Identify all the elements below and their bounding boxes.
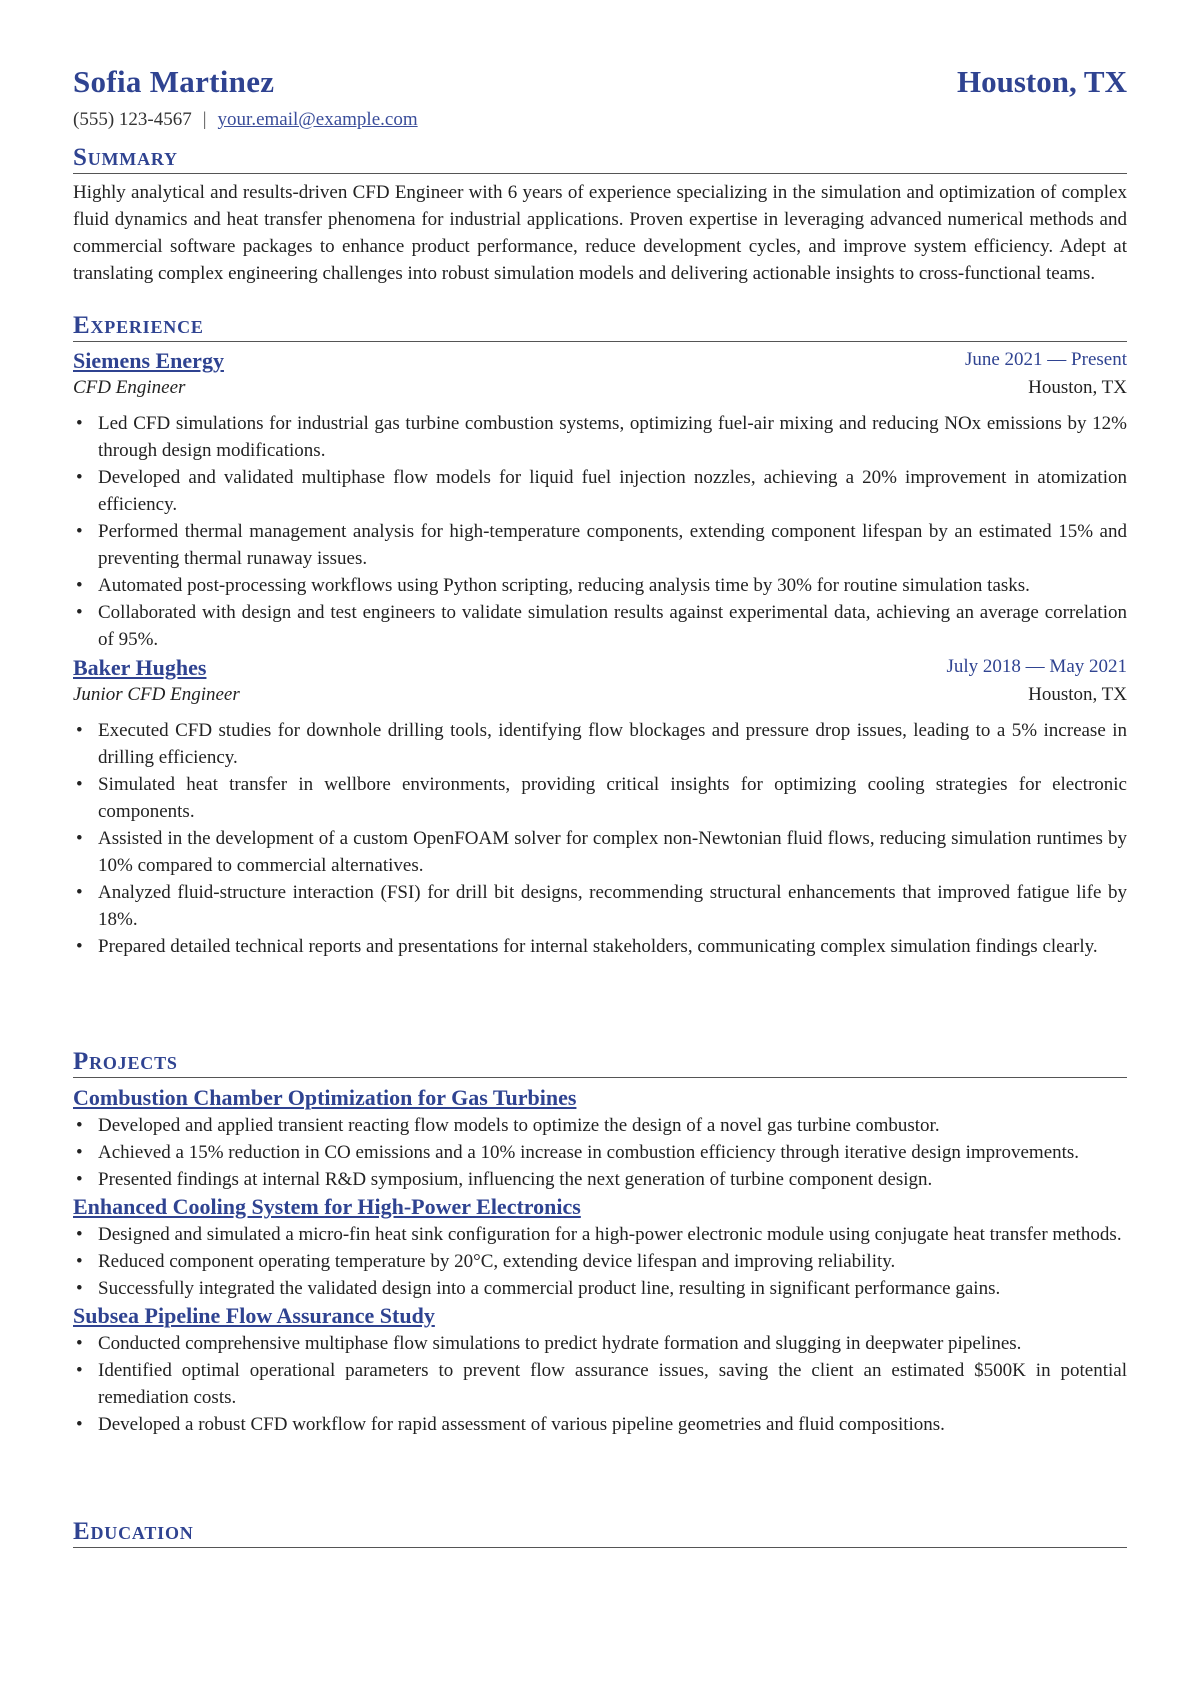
contact-separator: |	[202, 109, 207, 130]
education-section	[73, 1517, 1127, 1548]
project-title-link[interactable]: Enhanced Cooling System for High-Power Electronics	[73, 1194, 581, 1219]
project-bullets	[73, 1330, 1127, 1438]
resume-page	[73, 0, 1127, 1545]
email-link[interactable]: your.email@example.com	[217, 109, 418, 130]
company-link[interactable]: Baker Hughes	[73, 655, 207, 680]
job-entry-baker-hughes	[73, 653, 1127, 960]
list-item: • Led CFD simulations for industrial gas turbine combustion systems, optimizing fuel-air mixing and reducing NOx emissions by 12% through design modifications.	[98, 410, 1127, 464]
project-bullets	[73, 1221, 1127, 1302]
list-item: • Developed a robust CFD workflow for rapid assessment of various pipeline geometries and fluid compositions.	[98, 1411, 1127, 1438]
summary-text: Highly analytical and results-driven CFD Engineer with 6 years of experience specializing in the simulation and optimization of complex fluid dynamics and heat transfer phenomena for industrial applications. Proven expertise in leveraging advanced numerical methods and commercial software packages to enhance product performance, reduce development cycles, and improve system efficiency. Adept at translating complex engineering challenges into robust simulation models and delivering actionable insights to cross-functional teams.	[73, 182, 1127, 284]
job-header	[73, 346, 1127, 402]
list-item: • Performed thermal management analysis for high-temperature components, extending component lifespan by an estimated 15% and preventing thermal runaway issues.	[98, 518, 1127, 572]
job-role: CFD Engineer	[73, 377, 186, 398]
list-item: • Presented findings at internal R&D symposium, influencing the next generation of turbine component design.	[98, 1166, 1127, 1193]
education-heading: Education	[73, 1517, 1127, 1548]
job-dates: July 2018 — May 2021	[946, 656, 1127, 677]
experience-section	[73, 311, 1127, 960]
list-item: • Conducted comprehensive multiphase flow simulations to predict hydrate formation and slugging in deepwater pipelines.	[98, 1330, 1127, 1357]
project-entry	[73, 1193, 1127, 1302]
job-role: Junior CFD Engineer	[73, 684, 240, 705]
job-location: Houston, TX	[1028, 377, 1127, 398]
list-item: • Identified optimal operational parameters to prevent flow assurance issues, saving the client an estimated $500K in potential remediation costs.	[98, 1357, 1127, 1411]
list-item: • Developed and validated multiphase flow models for liquid fuel injection nozzles, achieving a 20% improvement in atomization efficiency.	[98, 464, 1127, 518]
contact-line	[73, 109, 418, 131]
list-item: • Simulated heat transfer in wellbore environments, providing critical insights for optimizing cooling strategies for electronic components.	[98, 771, 1127, 825]
list-item: • Collaborated with design and test engineers to validate simulation results against experimental data, achieving an average correlation of 95%.	[98, 599, 1127, 653]
list-item: • Achieved a 15% reduction in CO emissions and a 10% increase in combustion efficiency through iterative design improvements.	[98, 1139, 1127, 1166]
list-item: • Automated post-processing workflows using Python scripting, reducing analysis time by 30% for routine simulation tasks.	[98, 572, 1127, 599]
phone-number: (555) 123-4567	[73, 109, 192, 130]
list-item: • Prepared detailed technical reports and presentations for internal stakeholders, communicating complex simulation findings clearly.	[98, 933, 1127, 960]
job-dates: June 2021 — Present	[964, 349, 1127, 370]
list-item: • Reduced component operating temperature by 20°C, extending device lifespan and improving reliability.	[98, 1248, 1127, 1275]
summary-section	[73, 143, 1127, 287]
list-item: • Executed CFD studies for downhole drilling tools, identifying flow blockages and pressure drop issues, leading to a 5% increase in drilling efficiency.	[98, 717, 1127, 771]
job-header	[73, 653, 1127, 709]
job-location: Houston, TX	[1028, 684, 1127, 705]
projects-section	[73, 1047, 1127, 1438]
experience-heading: Experience	[73, 311, 1127, 342]
project-title-link[interactable]: Combustion Chamber Optimization for Gas Turbines	[73, 1085, 577, 1110]
list-item: • Assisted in the development of a custom OpenFOAM solver for complex non-Newtonian fluid flows, reducing simulation runtimes by 10% compared to commercial alternatives.	[98, 825, 1127, 879]
list-item: • Developed and applied transient reacting flow models to optimize the design of a novel gas turbine combustor.	[98, 1112, 1127, 1139]
list-item: • Successfully integrated the validated design into a commercial product line, resulting in significant performance gains.	[98, 1275, 1127, 1302]
job-entry-siemens	[73, 346, 1127, 653]
list-item: • Analyzed fluid-structure interaction (FSI) for drill bit designs, recommending structural enhancements that improved fatigue life by 18%.	[98, 879, 1127, 933]
job-bullets	[73, 410, 1127, 653]
projects-heading: Projects	[73, 1047, 1127, 1078]
project-bullets	[73, 1112, 1127, 1193]
candidate-name: Sofia Martinez	[73, 64, 275, 99]
company-link[interactable]: Siemens Energy	[73, 348, 224, 373]
project-entry	[73, 1302, 1127, 1438]
list-item: • Designed and simulated a micro-fin heat sink configuration for a high-power electronic module using conjugate heat transfer methods.	[98, 1221, 1127, 1248]
project-entry	[73, 1084, 1127, 1193]
summary-heading: Summary	[73, 143, 1127, 174]
job-bullets	[73, 717, 1127, 960]
candidate-location: Houston, TX	[957, 64, 1127, 99]
project-title-link[interactable]: Subsea Pipeline Flow Assurance Study	[73, 1303, 435, 1328]
resume-header	[73, 0, 1127, 150]
